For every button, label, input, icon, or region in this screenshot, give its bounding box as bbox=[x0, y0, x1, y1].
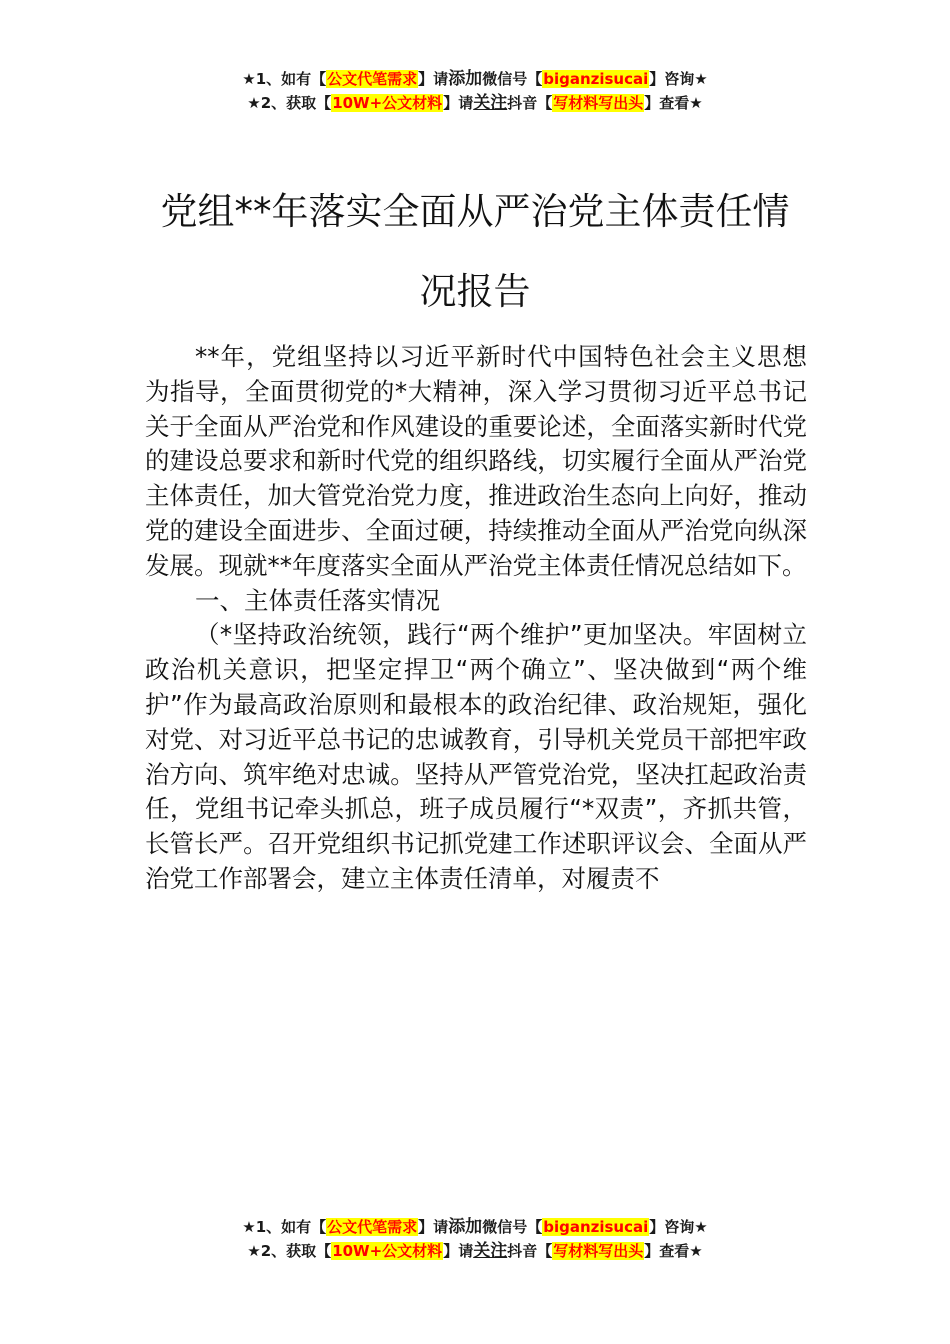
banner-text: ★2、获取【 bbox=[247, 94, 332, 112]
highlight-materials: 10W+公文材料 bbox=[332, 94, 443, 112]
banner-text: 】请 bbox=[443, 1242, 474, 1260]
banner-text: ★1、如有【 bbox=[242, 1218, 327, 1236]
highlight-wechat-id: biganzisucai bbox=[543, 70, 649, 88]
body-paragraph: **年，党组坚持以习近平新时代中国特色社会主义思想为指导，全面贯彻党的*大精神，深入学习贯彻习近平总书记关于全面从严治党和作风建设的重要论述，全面落实新时代党的建设总要求和新时代党的组织路线，切实履行全面从严治党主体责任，加大管党治党力度，推进政治生态向上向好，推动党的建设全面进步、全面过硬，持续推动全面从严治党向纵深发展。现就**年度落实全面从严治党主体责任情况总结如下。 bbox=[145, 342, 807, 580]
footer-banner bbox=[0, 1215, 950, 1263]
document-body bbox=[145, 340, 807, 897]
banner-text: 微信号【 bbox=[482, 70, 543, 88]
header-banner bbox=[0, 67, 950, 115]
banner-emphasis: 关注 bbox=[473, 1241, 508, 1261]
banner-emphasis: 关注 bbox=[473, 93, 508, 113]
section-heading: 一、主体责任落实情况 bbox=[195, 585, 440, 615]
banner-text: 】查看★ bbox=[644, 1242, 703, 1260]
banner-emphasis: 添加 bbox=[448, 1217, 483, 1237]
banner-text: 】咨询★ bbox=[649, 70, 708, 88]
banner-text: 微信号【 bbox=[482, 1218, 543, 1236]
highlight-wechat-id: biganzisucai bbox=[543, 1218, 649, 1236]
banner-text: 】请 bbox=[418, 70, 449, 88]
banner-text: 】查看★ bbox=[644, 94, 703, 112]
highlight-douyin: 写材料写出头 bbox=[553, 1242, 644, 1260]
banner-line-1 bbox=[0, 1215, 950, 1239]
highlight-service: 公文代笔需求 bbox=[327, 70, 418, 88]
body-paragraph: （*坚持政治统领，践行“两个维护”更加坚决。牢固树立政治机关意识，把坚定捍卫“两个确立”、坚决做到“两个维护”作为最高政治原则和最根本的政治纪律、政治规矩，强化对党、对习近平总书记的忠诚教育，引导机关党员干部把牢政治方向、筑牢绝对忠诚。坚持从严管党治党，坚决扛起政治责任，党组书记牵头抓总，班子成员履行“*双责”，齐抓共管，长管长严。召开党组织书记抓党建工作述职评议会、全面从严治党工作部署会，建立主体责任清单，对履责不 bbox=[145, 620, 807, 893]
document-title: 党组**年落实全面从严治党主体责任情况报告 bbox=[160, 190, 790, 313]
highlight-douyin: 写材料写出头 bbox=[553, 94, 644, 112]
banner-text: 抖音【 bbox=[507, 94, 553, 112]
banner-line-2 bbox=[0, 1239, 950, 1263]
banner-line-1 bbox=[0, 67, 950, 91]
banner-text: 】请 bbox=[443, 94, 474, 112]
banner-emphasis: 添加 bbox=[448, 69, 483, 89]
banner-text: 抖音【 bbox=[507, 1242, 553, 1260]
banner-text: 】请 bbox=[418, 1218, 449, 1236]
banner-text: 】咨询★ bbox=[649, 1218, 708, 1236]
banner-text: ★1、如有【 bbox=[242, 70, 327, 88]
banner-line-2 bbox=[0, 91, 950, 115]
highlight-service: 公文代笔需求 bbox=[327, 1218, 418, 1236]
banner-text: ★2、获取【 bbox=[247, 1242, 332, 1260]
highlight-materials: 10W+公文材料 bbox=[332, 1242, 443, 1260]
